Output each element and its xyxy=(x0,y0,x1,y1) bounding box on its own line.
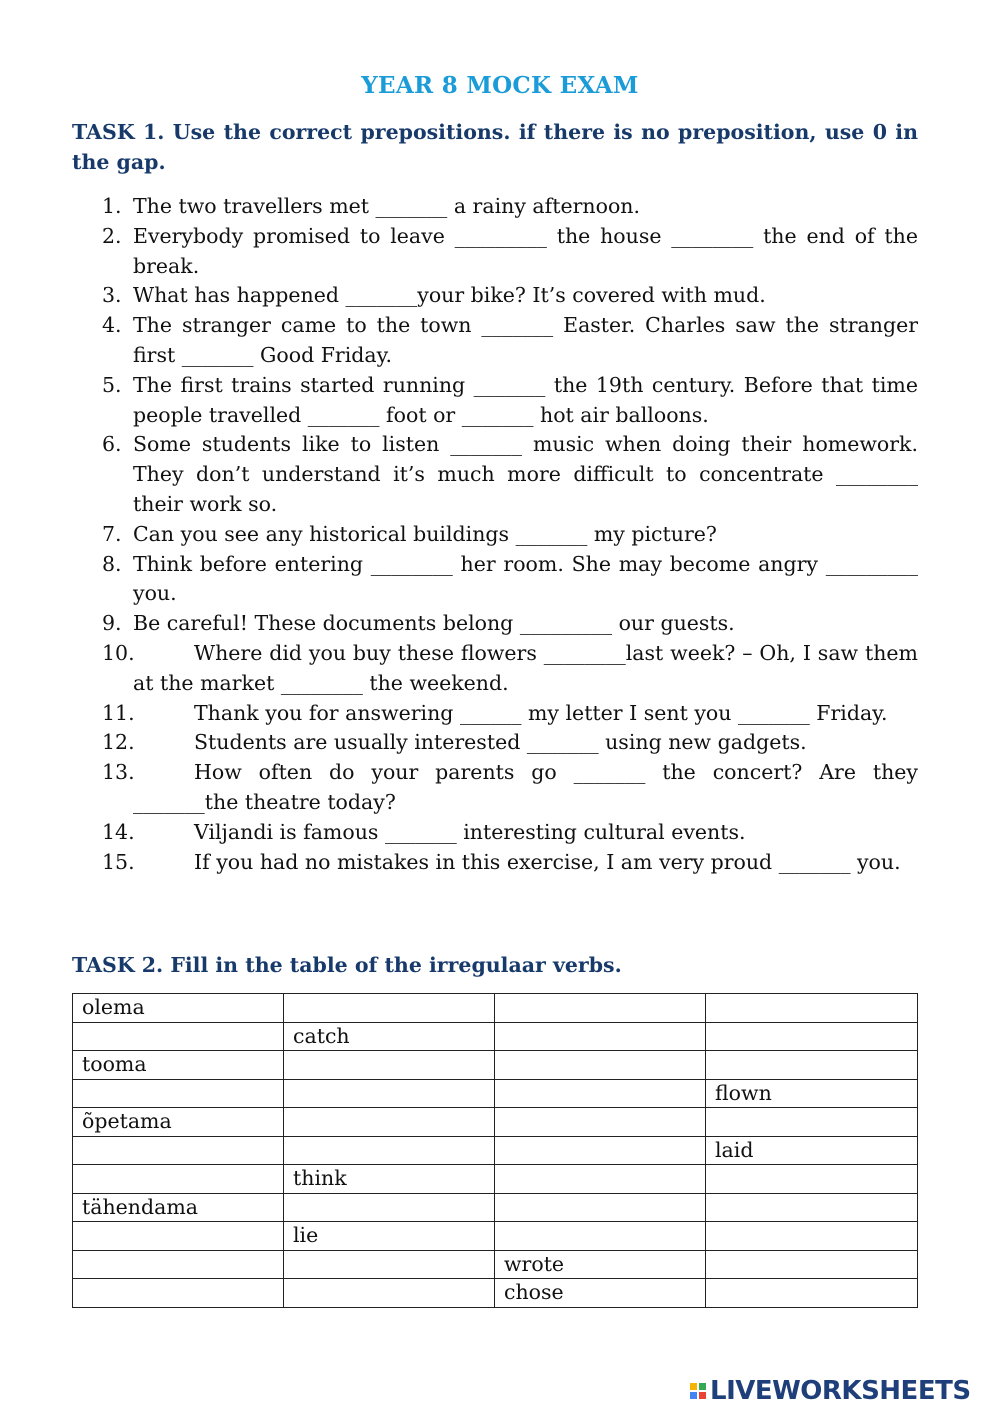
task1-item-text: How often do your parents go _______ the concert? Are they _______the theatre today? xyxy=(133,760,918,814)
task1-item xyxy=(72,550,918,610)
table-cell xyxy=(73,1022,284,1051)
table-cell xyxy=(284,1108,495,1137)
table-cell: flown xyxy=(706,1079,918,1108)
task1-item-text: If you had no mistakes in this exercise, I am very proud _______ you. xyxy=(194,849,901,874)
task1-heading: TASK 1. Use the correct prepositions. if there is no preposition, use 0 in the gap. xyxy=(72,120,918,174)
table-cell xyxy=(284,1136,495,1165)
table-cell xyxy=(706,1051,918,1080)
task1-item-number: 3. xyxy=(102,283,122,308)
table-cell xyxy=(284,994,495,1023)
task1-item-text: Can you see any historical buildings _______ my picture? xyxy=(133,521,717,546)
table-cell xyxy=(284,1250,495,1279)
task1-item-number: 8. xyxy=(102,551,122,576)
task1-item-text: Be careful! These documents belong _________ our guests. xyxy=(133,611,735,636)
logo-square-3 xyxy=(690,1392,697,1399)
table-cell xyxy=(706,1222,918,1251)
table-cell xyxy=(73,1222,284,1251)
table-row xyxy=(73,1051,918,1080)
table-cell xyxy=(495,1222,706,1251)
table-cell xyxy=(706,994,918,1023)
task1-item xyxy=(72,728,918,758)
logo-square-1 xyxy=(690,1383,697,1390)
task1-item xyxy=(72,848,918,878)
table-cell xyxy=(495,1165,706,1194)
table-cell xyxy=(495,994,706,1023)
task1-item-number: 2. xyxy=(102,223,122,248)
task1-item-number: 1. xyxy=(102,194,122,218)
table-cell: tooma xyxy=(73,1051,284,1080)
table-cell xyxy=(284,1079,495,1108)
task1-item xyxy=(72,520,918,550)
task2-heading: TASK 2. Fill in the table of the irregulaar verbs. xyxy=(72,953,622,977)
table-row xyxy=(73,1079,918,1108)
table-cell xyxy=(495,1022,706,1051)
table-row xyxy=(73,1022,918,1051)
table-cell xyxy=(284,1193,495,1222)
table-cell: õpetama xyxy=(73,1108,284,1137)
task1-item xyxy=(72,371,918,431)
table-cell xyxy=(73,1250,284,1279)
task1-item xyxy=(72,311,918,371)
task1-item-text: Some students like to listen _______ music when doing their homework. They don’t understand it’s much more difficult to concentrate ________ their work so. xyxy=(133,432,918,516)
table-row xyxy=(73,1108,918,1137)
table-cell xyxy=(73,1136,284,1165)
task1-item-number: 6. xyxy=(102,432,122,457)
table-row xyxy=(73,1193,918,1222)
task1-item-text: Think before entering ________ her room. She may become angry _________ you. xyxy=(133,551,918,606)
logo-square-2 xyxy=(699,1383,706,1390)
task1-item xyxy=(72,758,918,818)
page-title: YEAR 8 MOCK EXAM xyxy=(361,72,639,99)
table-cell xyxy=(495,1079,706,1108)
table-cell xyxy=(73,1165,284,1194)
table-cell xyxy=(706,1193,918,1222)
table-cell xyxy=(706,1108,918,1137)
table-row xyxy=(73,994,918,1023)
task1-item-number: 14. xyxy=(102,819,135,844)
task1-item xyxy=(72,639,918,699)
task1-item xyxy=(72,430,918,519)
table-cell xyxy=(706,1279,918,1308)
table-row xyxy=(73,1279,918,1308)
task1-item xyxy=(72,281,918,311)
logo-square-4 xyxy=(699,1392,706,1399)
table-cell: catch xyxy=(284,1022,495,1051)
table-cell xyxy=(495,1193,706,1222)
table-cell xyxy=(495,1136,706,1165)
table-cell xyxy=(284,1051,495,1080)
task1-list xyxy=(72,192,918,877)
table-row xyxy=(73,1136,918,1165)
table-row xyxy=(73,1222,918,1251)
table-cell: think xyxy=(284,1165,495,1194)
table-cell: laid xyxy=(706,1136,918,1165)
table-cell: wrote xyxy=(495,1250,706,1279)
task1-item-text: Where did you buy these flowers ________last week? – Oh, I saw them at the market ________ the weekend. xyxy=(133,640,918,695)
task1-item xyxy=(72,192,918,222)
task1-item xyxy=(72,222,918,282)
task1-item-text: What has happened _______your bike? It’s covered with mud. xyxy=(133,283,766,308)
task1-item-text: Thank you for answering ______ my letter I sent you _______ Friday. xyxy=(194,700,888,725)
task1-item-text: Everybody promised to leave _________ the house ________ the end of the break. xyxy=(133,223,918,278)
task1-item-text: Students are usually interested _______ using new gadgets. xyxy=(194,730,807,755)
table-cell xyxy=(495,1108,706,1137)
task1-item-text: The first trains started running _______ the 19th century. Before that time people travelled _______ foot or _______ hot air balloons. xyxy=(133,372,918,427)
task1-item-text: The two travellers met _______ a rainy afternoon. xyxy=(133,194,641,218)
liveworksheets-logo-icon xyxy=(690,1383,706,1399)
table-cell: chose xyxy=(495,1279,706,1308)
task1-item-number: 5. xyxy=(102,372,122,397)
table-cell xyxy=(284,1279,495,1308)
table-cell: lie xyxy=(284,1222,495,1251)
task1-item xyxy=(72,609,918,639)
task1-item-number: 12. xyxy=(102,730,135,755)
table-cell xyxy=(495,1051,706,1080)
task1-item xyxy=(72,699,918,729)
task1-item-number: 4. xyxy=(102,313,122,338)
table-row xyxy=(73,1250,918,1279)
task1-item xyxy=(72,818,918,848)
task1-item-number: 13. xyxy=(102,760,135,785)
task1-item-text: Viljandi is famous _______ interesting cultural events. xyxy=(194,819,746,844)
task1-item-number: 9. xyxy=(102,611,122,636)
table-row xyxy=(73,1165,918,1194)
task1-item-number: 11. xyxy=(102,700,135,725)
task1-item-text: The stranger came to the town _______ Easter. Charles saw the stranger first _______ Good Friday. xyxy=(133,313,918,367)
table-cell xyxy=(706,1022,918,1051)
table-cell: tähendama xyxy=(73,1193,284,1222)
task1-item-number: 7. xyxy=(102,521,122,546)
irregular-verbs-table xyxy=(72,993,918,1308)
task1-item-number: 15. xyxy=(102,849,135,874)
table-cell xyxy=(73,1279,284,1308)
task1-item-number: 10. xyxy=(102,640,135,665)
liveworksheets-logo xyxy=(690,1376,971,1406)
table-cell: olema xyxy=(73,994,284,1023)
table-cell xyxy=(706,1165,918,1194)
liveworksheets-logo-text: LIVEWORKSHEETS xyxy=(710,1376,971,1406)
table-cell xyxy=(73,1079,284,1108)
table-cell xyxy=(706,1250,918,1279)
